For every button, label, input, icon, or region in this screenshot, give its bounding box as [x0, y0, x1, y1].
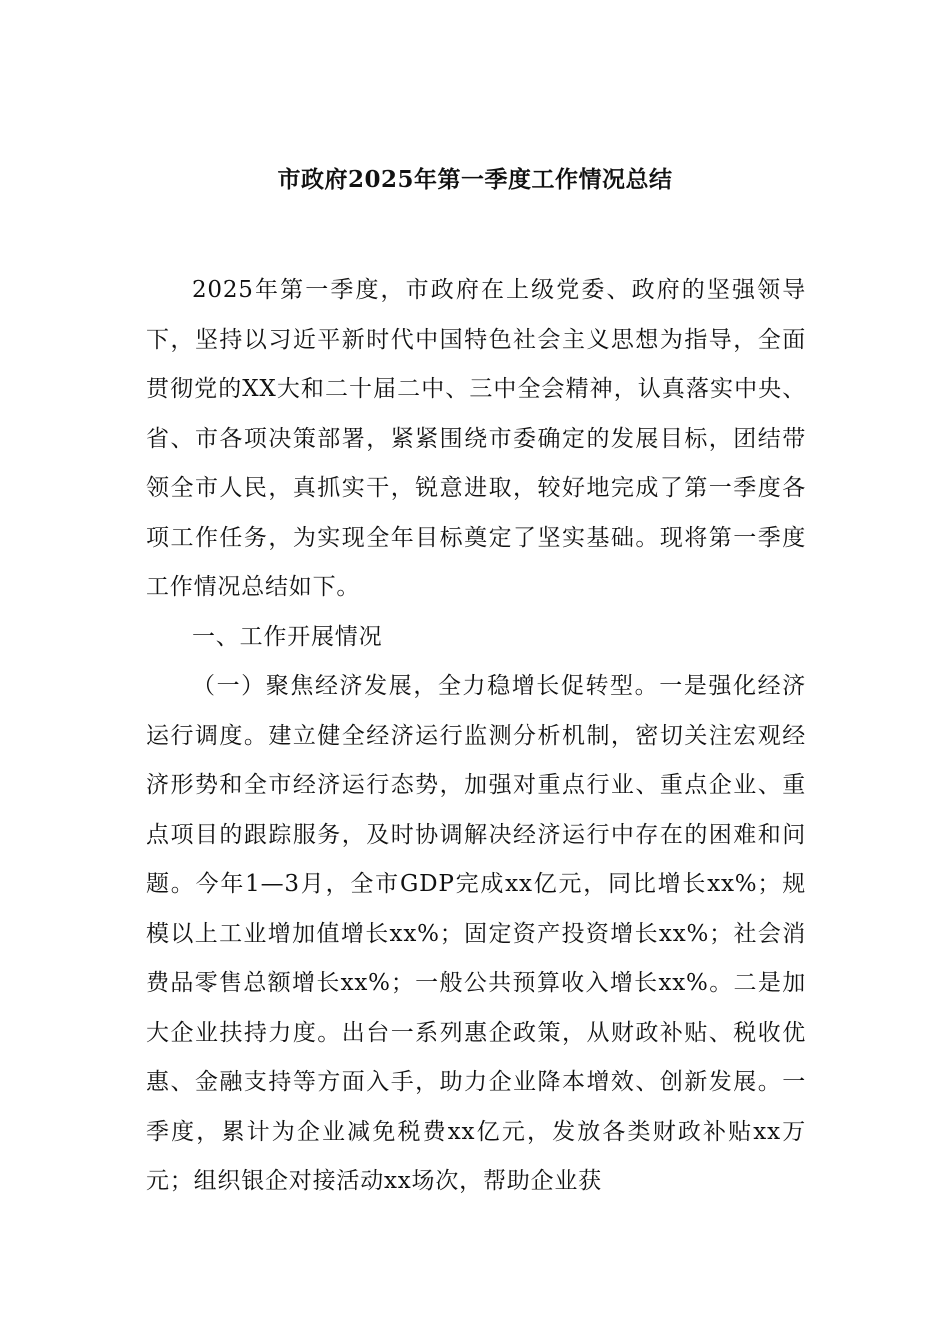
- document-title: 市政府2025年第一季度工作情况总结: [277, 166, 673, 193]
- section-heading: 一、工作开展情况: [192, 623, 383, 650]
- document-body: [146, 266, 806, 1207]
- section-1-paragraph: （一）聚焦经济发展，全力稳增长促转型。一是强化经济运行调度。建立健全经济运行监测分析机制，密切关注宏观经济形势和全市经济运行态势，加强对重点行业、重点企业、重点项目的跟踪服务，及时协调解决经济运行中存在的困难和问题。今年1—3月，全市GDP完成xx亿元，同比增长xx%；规模以上工业增加值增长xx%；固定资产投资增长xx%；社会消费品零售总额增长xx%；一般公共预算收入增长xx%。二是加大企业扶持力度。出台一系列惠企政策，从财政补贴、税收优惠、金融支持等方面入手，助力企业降本增效、创新发展。一季度，累计为企业减免税费xx亿元，发放各类财政补贴xx万元；组织银企对接活动xx场次，帮助企业获: [146, 673, 806, 1194]
- intro-paragraph: 2025年第一季度，市政府在上级党委、政府的坚强领导下，坚持以习近平新时代中国特色社会主义思想为指导，全面贯彻党的XX大和二十届二中、三中全会精神，认真落实中央、省、市各项决策部署，紧紧围绕市委确定的发展目标，团结带领全市人民，真抓实干，锐意进取，较好地完成了第一季度各项工作任务，为实现全年目标奠定了坚实基础。现将第一季度工作情况总结如下。: [146, 277, 806, 600]
